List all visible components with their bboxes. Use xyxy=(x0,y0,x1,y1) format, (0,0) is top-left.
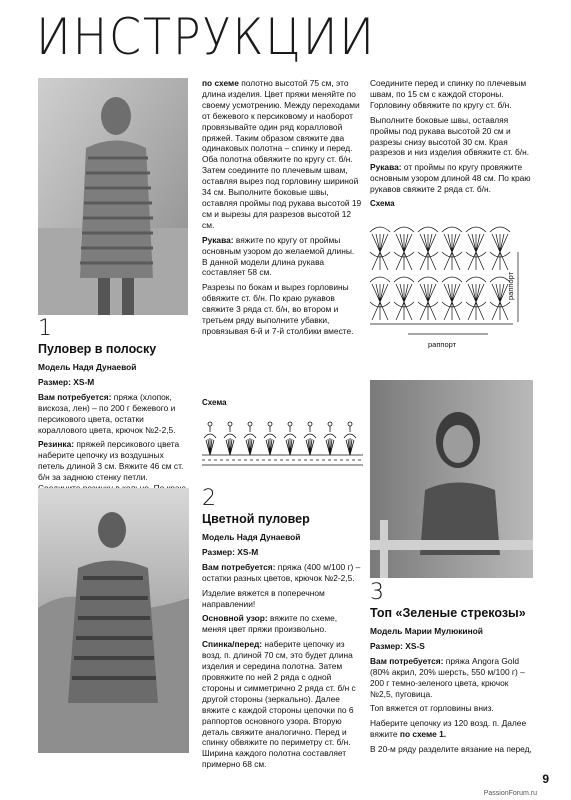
item2-model: Модель Надя Дунаевой xyxy=(202,532,301,542)
item2-column xyxy=(202,488,362,774)
photo-3-image xyxy=(370,380,533,578)
item2-continuation xyxy=(370,78,532,210)
item3-need: пряжа Angora Gold (80% акрил, 20% шерсть, 550 м/100 г) – 200 г темно-зеленого цвета, крючок №2,5, пуговица. xyxy=(370,655,525,699)
item1-model: Модель Надя Дунаевой xyxy=(38,362,137,372)
item3-model: Модель Марии Мулюкиной xyxy=(370,626,483,636)
right-sleeves: от проймы по кругу провяжите основным узором длиной 48 см. По краю рукавов свяжите 2 ряда ст. б/н. xyxy=(370,162,531,195)
item1-number: 1 xyxy=(38,316,52,341)
item2-direction: Изделие вяжется в поперечном направлении! xyxy=(202,587,325,609)
item2-size: XS-M xyxy=(237,546,259,557)
page-number: 9 xyxy=(542,772,549,786)
item2-pattern-label: Основной узор: xyxy=(202,613,268,624)
rapport-horizontal-label: раппорт xyxy=(428,340,457,349)
item2-need-label: Вам потребуется: xyxy=(202,561,276,572)
item1-schema-label: Схема xyxy=(202,398,227,407)
item1-schema xyxy=(202,398,362,409)
item2-need: пряжа (400 м/100 г) – остатки разных цветов, крючок №2-2,5. xyxy=(202,561,361,583)
item1-sleeves-label: Рукава: xyxy=(202,234,234,245)
item1-body-text: полотно высотой 75 см, это длина изделия. Цвет пряжи меняйте по своему усмотрению. Между переходами от бежевого к персиковому и наоборот провязывайте один ряд коралловой пряжей. Таким образом свяжите два одинаковых полотна – спинку и перед. Оба полотна обвяжите по кругу ст. б/н. Затем соедините по плечевым швам, оставляя вырез под горловину шириной 34 см. Выполните боковые швы, оставляя проймы под рукава высотой 19 см и вырезы для разрезов высотой 12 см. xyxy=(202,78,362,230)
item1-continuation xyxy=(202,78,362,341)
schema-1-diagram xyxy=(200,410,365,472)
item1-schema-ref: по схеме xyxy=(202,78,239,88)
item2-title: Цветной пуловер xyxy=(202,512,310,526)
page-title: ИНСТРУКЦИИ xyxy=(36,8,376,66)
item2-size-label: Размер: xyxy=(202,546,235,557)
item2-back: наберите цепочку из возд. п. длиной 70 см, это будет длина изделия и середина полотна. Затем провяжите по ней 2 ряда с одной стороны и симметрично 2 ряда ст. б/н с другой стороны (зеркально). Далее вяжите с каждой стороны цепочки по 6 раппортов основного узора. Вторую деталь свяжите аналогично. Перед и спинку обвяжите по периметру ст. б/н. Ширина каждого полотна составляет примерно 68 см. xyxy=(202,639,356,770)
item3-p2b: по схеме 1. xyxy=(399,729,447,740)
photo-2-image xyxy=(38,488,189,753)
item3-column xyxy=(370,582,533,759)
photo-model-1 xyxy=(38,78,188,315)
item1-size-label: Размер: xyxy=(38,376,71,387)
item1-need-label: Вам потребуется: xyxy=(38,391,112,402)
item1-elastic: пряжей персикового цвета наберите цепочку из воздушных петель длиной 3 см. Вяжите 46 см ст. б/н за заднюю стенку петли. xyxy=(38,439,184,483)
item2-number: 2 xyxy=(202,486,216,511)
item3-title: Топ «Зеленые стрекозы» xyxy=(370,606,526,620)
item3-need-label: Вам потребуется: xyxy=(370,655,444,666)
item2-pattern: вяжите по схеме, меняя цвет пряжи произвольно. xyxy=(202,613,338,635)
photo-1-image xyxy=(38,78,188,315)
item3-p2a: Наберите цепочку из 120 возд. п. Далее вяжите xyxy=(370,718,527,740)
photo-model-3 xyxy=(370,380,533,578)
item1-slits: Разрезы по бокам и вырез горловины обвяжите ст. б/н. По краю рукавов свяжите 3 ряда ст. б/н, во втором и третьем ряду выполните убавки, провязывая 6-й и 7-й столбики вместе. xyxy=(202,282,354,336)
right-sleeves-label: Рукава: xyxy=(370,162,402,173)
item3-size-label: Размер: xyxy=(370,640,403,651)
item2-back-label: Спинка/перед: xyxy=(202,639,263,650)
item3-size: XS-S xyxy=(405,640,425,651)
right-schema-label: Схема xyxy=(370,199,395,209)
item1-sleeves: вяжите по кругу от проймы основным узором до желаемой длины. В данной модели длина рукава составляет 58 см. xyxy=(202,234,355,278)
photo-model-2 xyxy=(38,488,189,753)
item1-size: XS-M xyxy=(73,376,95,387)
rapport-vertical-label: раппорт xyxy=(506,271,515,300)
footer-site: PassionForum.ru xyxy=(483,790,537,797)
item3-p3: В 20-м ряду разделите вязание на перед, xyxy=(370,744,532,755)
item1-elastic-label: Резинка: xyxy=(38,439,75,450)
item3-number: 3 xyxy=(370,580,384,605)
item1-need: пряжа (хлопок, вискоза, лен) – по 200 г бежевого и персикового цвета, остатки кораллового цвета, крючок №2-2,5. xyxy=(38,391,176,435)
right-p1: Соедините перед и спинку по плечевым швам, по 15 см с каждой стороны. Горловину обвяжите по кругу ст. б/н. xyxy=(370,78,527,110)
item1-title: Пуловер в полоску xyxy=(38,342,157,356)
item3-p1: Топ вяжется от горловины вниз. xyxy=(370,703,494,714)
right-p2: Выполните боковые швы, оставляя проймы под рукава высотой 20 см и разрезы снизу высотой 30 см. Края разрезов и низ изделия обвяжите ст. б/н. xyxy=(370,114,530,158)
